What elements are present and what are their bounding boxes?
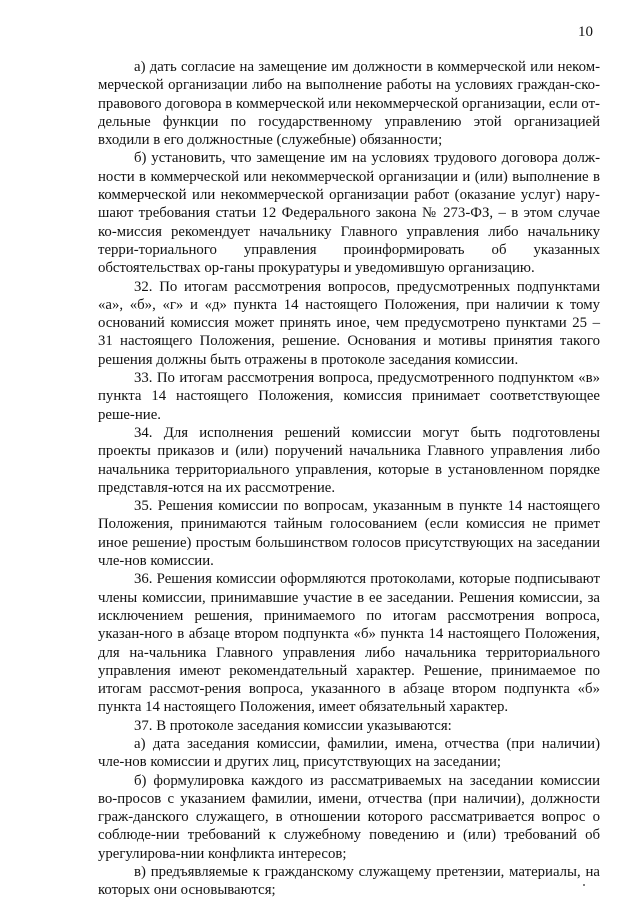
document-body [98, 58, 600, 900]
paragraph-a-consent: а) дать согласие на замещение им должности в коммерческой или неком-мерческой организации либо на выполнение работы на условиях граждан-ско-правового договора в коммерческой или некоммерческой организации, если от-дельные функции по государственному управлению этой организацией входили в его должностные (служебные) обязанности; [98, 59, 600, 149]
paragraph-33: 33. По итогам рассмотрения вопроса, предусмотренного подпунктом «в» пункта 14 настоящего Положения, комиссия принимает соответствующее реше-ние. [98, 370, 600, 423]
scan-speck [583, 884, 585, 886]
paragraph-37: 37. В протоколе заседания комиссии указываются: [134, 717, 452, 734]
paragraph-b-establish: б) установить, что замещение им на условиях трудового договора долж-ности в коммерческой или некоммерческой организации и (или) выполнение в коммерческой или некоммерческой организации работ (оказание услуг) нару-шают требования статьи 12 Федерального закона № 273-ФЗ, – в этом случае ко-миссия рекомендует начальнику Главного управления либо начальнику терри-ториального управления проинформировать об указанных обстоятельствах ор-ганы прокуратуры и уведомившую организацию. [98, 150, 600, 277]
paragraph-36: 36. Решения комиссии оформляются протоколами, которые подписывают члены комиссии, принимавшие участие в ее заседании. Решения комиссии, за исключением решения, принимаемого по итогам рассмотрения вопроса, указан-ного в абзаце втором подпункта «б» пункта 14 настоящего Положения, для на-чальника Главного управления либо начальника территориального управления имеют рекомендательный характер. Решение, принимаемое по итогам рассмот-рения вопроса, указанного в абзаце втором подпункта «б» пункта 14 настоящего Положения, имеет обязательный характер. [98, 571, 600, 716]
page-number: 10 [578, 24, 593, 40]
paragraph-37-a: а) дата заседания комиссии, фамилии, имена, отчества (при наличии) чле-нов комиссии и других лиц, присутствующих на заседании; [98, 735, 600, 771]
paragraph-34: 34. Для исполнения решений комиссии могут быть подготовлены проекты приказов и (или) поручений начальника Главного управления либо начальника территориального управления, которые в установленном порядке представля-ются на их рассмотрение. [98, 424, 600, 496]
paragraph-37-v: в) предъявляемые к гражданскому служащему претензии, материалы, на которых они основываются; [98, 864, 600, 899]
paragraph-37-b: б) формулировка каждого из рассматриваемых на заседании комиссии во-просов с указанием фамилии, имени, отчества (при наличии), должности граж-данского служащего, в отношении которого рассматривается вопрос о соблюде-нии требований к служебному поведению и (или) требований об урегулирова-нии конфликта интересов; [98, 772, 600, 862]
paragraph-32: 32. По итогам рассмотрения вопросов, предусмотренных подпунктами «а», «б», «г» и «д» пункта 14 настоящего Положения, при наличии к тому оснований комиссия может принять иное, чем предусмотрено пунктами 25 – 31 настоящего Положения, решение. Основания и мотивы принятия такого решения должны быть отражены в протоколе заседания комиссии. [98, 278, 600, 368]
paragraph-35: 35. Решения комиссии по вопросам, указанным в пункте 14 настоящего Положения, принимаются тайным голосованием (если комиссия не примет иное решение) простым большинством голосов присутствующих на заседании чле-нов комиссии. [98, 498, 600, 570]
